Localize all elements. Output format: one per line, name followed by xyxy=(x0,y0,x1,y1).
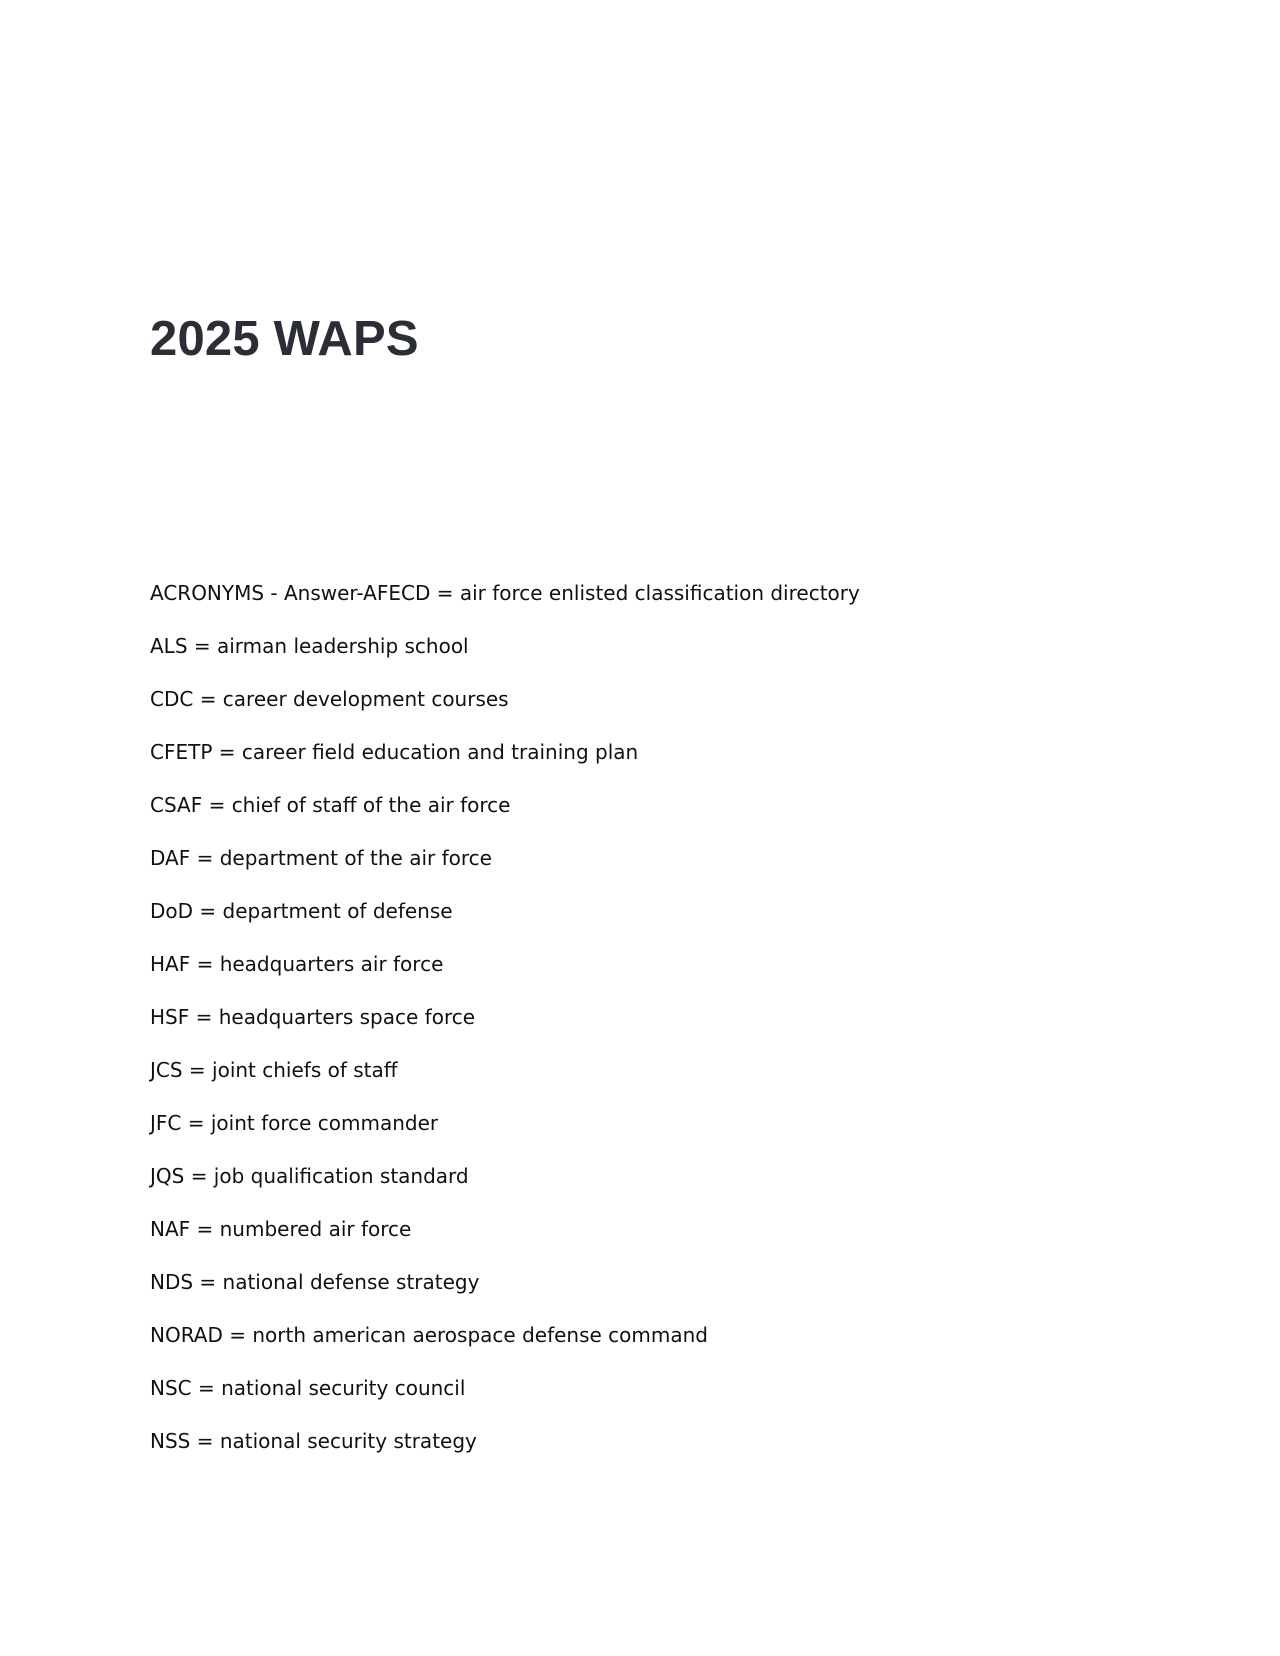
list-item: CDC = career development courses xyxy=(150,687,509,711)
list-item: NSS = national security strategy xyxy=(150,1429,477,1453)
list-item: JQS = job qualification standard xyxy=(150,1164,469,1188)
list-item: DoD = department of defense xyxy=(150,899,453,923)
list-item: NSC = national security council xyxy=(150,1376,466,1400)
list-item: HAF = headquarters air force xyxy=(150,952,444,976)
list-item: NAF = numbered air force xyxy=(150,1217,412,1241)
list-item: NORAD = north american aerospace defense command xyxy=(150,1323,708,1347)
list-item: ACRONYMS - Answer-AFECD = air force enlisted classification directory xyxy=(150,581,860,605)
list-item: ALS = airman leadership school xyxy=(150,634,469,658)
list-item: DAF = department of the air force xyxy=(150,846,492,870)
list-item: CFETP = career field education and training plan xyxy=(150,740,639,764)
page-title: 2025 WAPS xyxy=(150,312,419,366)
acronym-list xyxy=(150,578,860,1479)
list-item: HSF = headquarters space force xyxy=(150,1005,476,1029)
list-item: NDS = national defense strategy xyxy=(150,1270,480,1294)
list-item: JCS = joint chiefs of staff xyxy=(150,1058,398,1082)
list-item: JFC = joint force commander xyxy=(150,1111,439,1135)
list-item: CSAF = chief of staff of the air force xyxy=(150,793,511,817)
